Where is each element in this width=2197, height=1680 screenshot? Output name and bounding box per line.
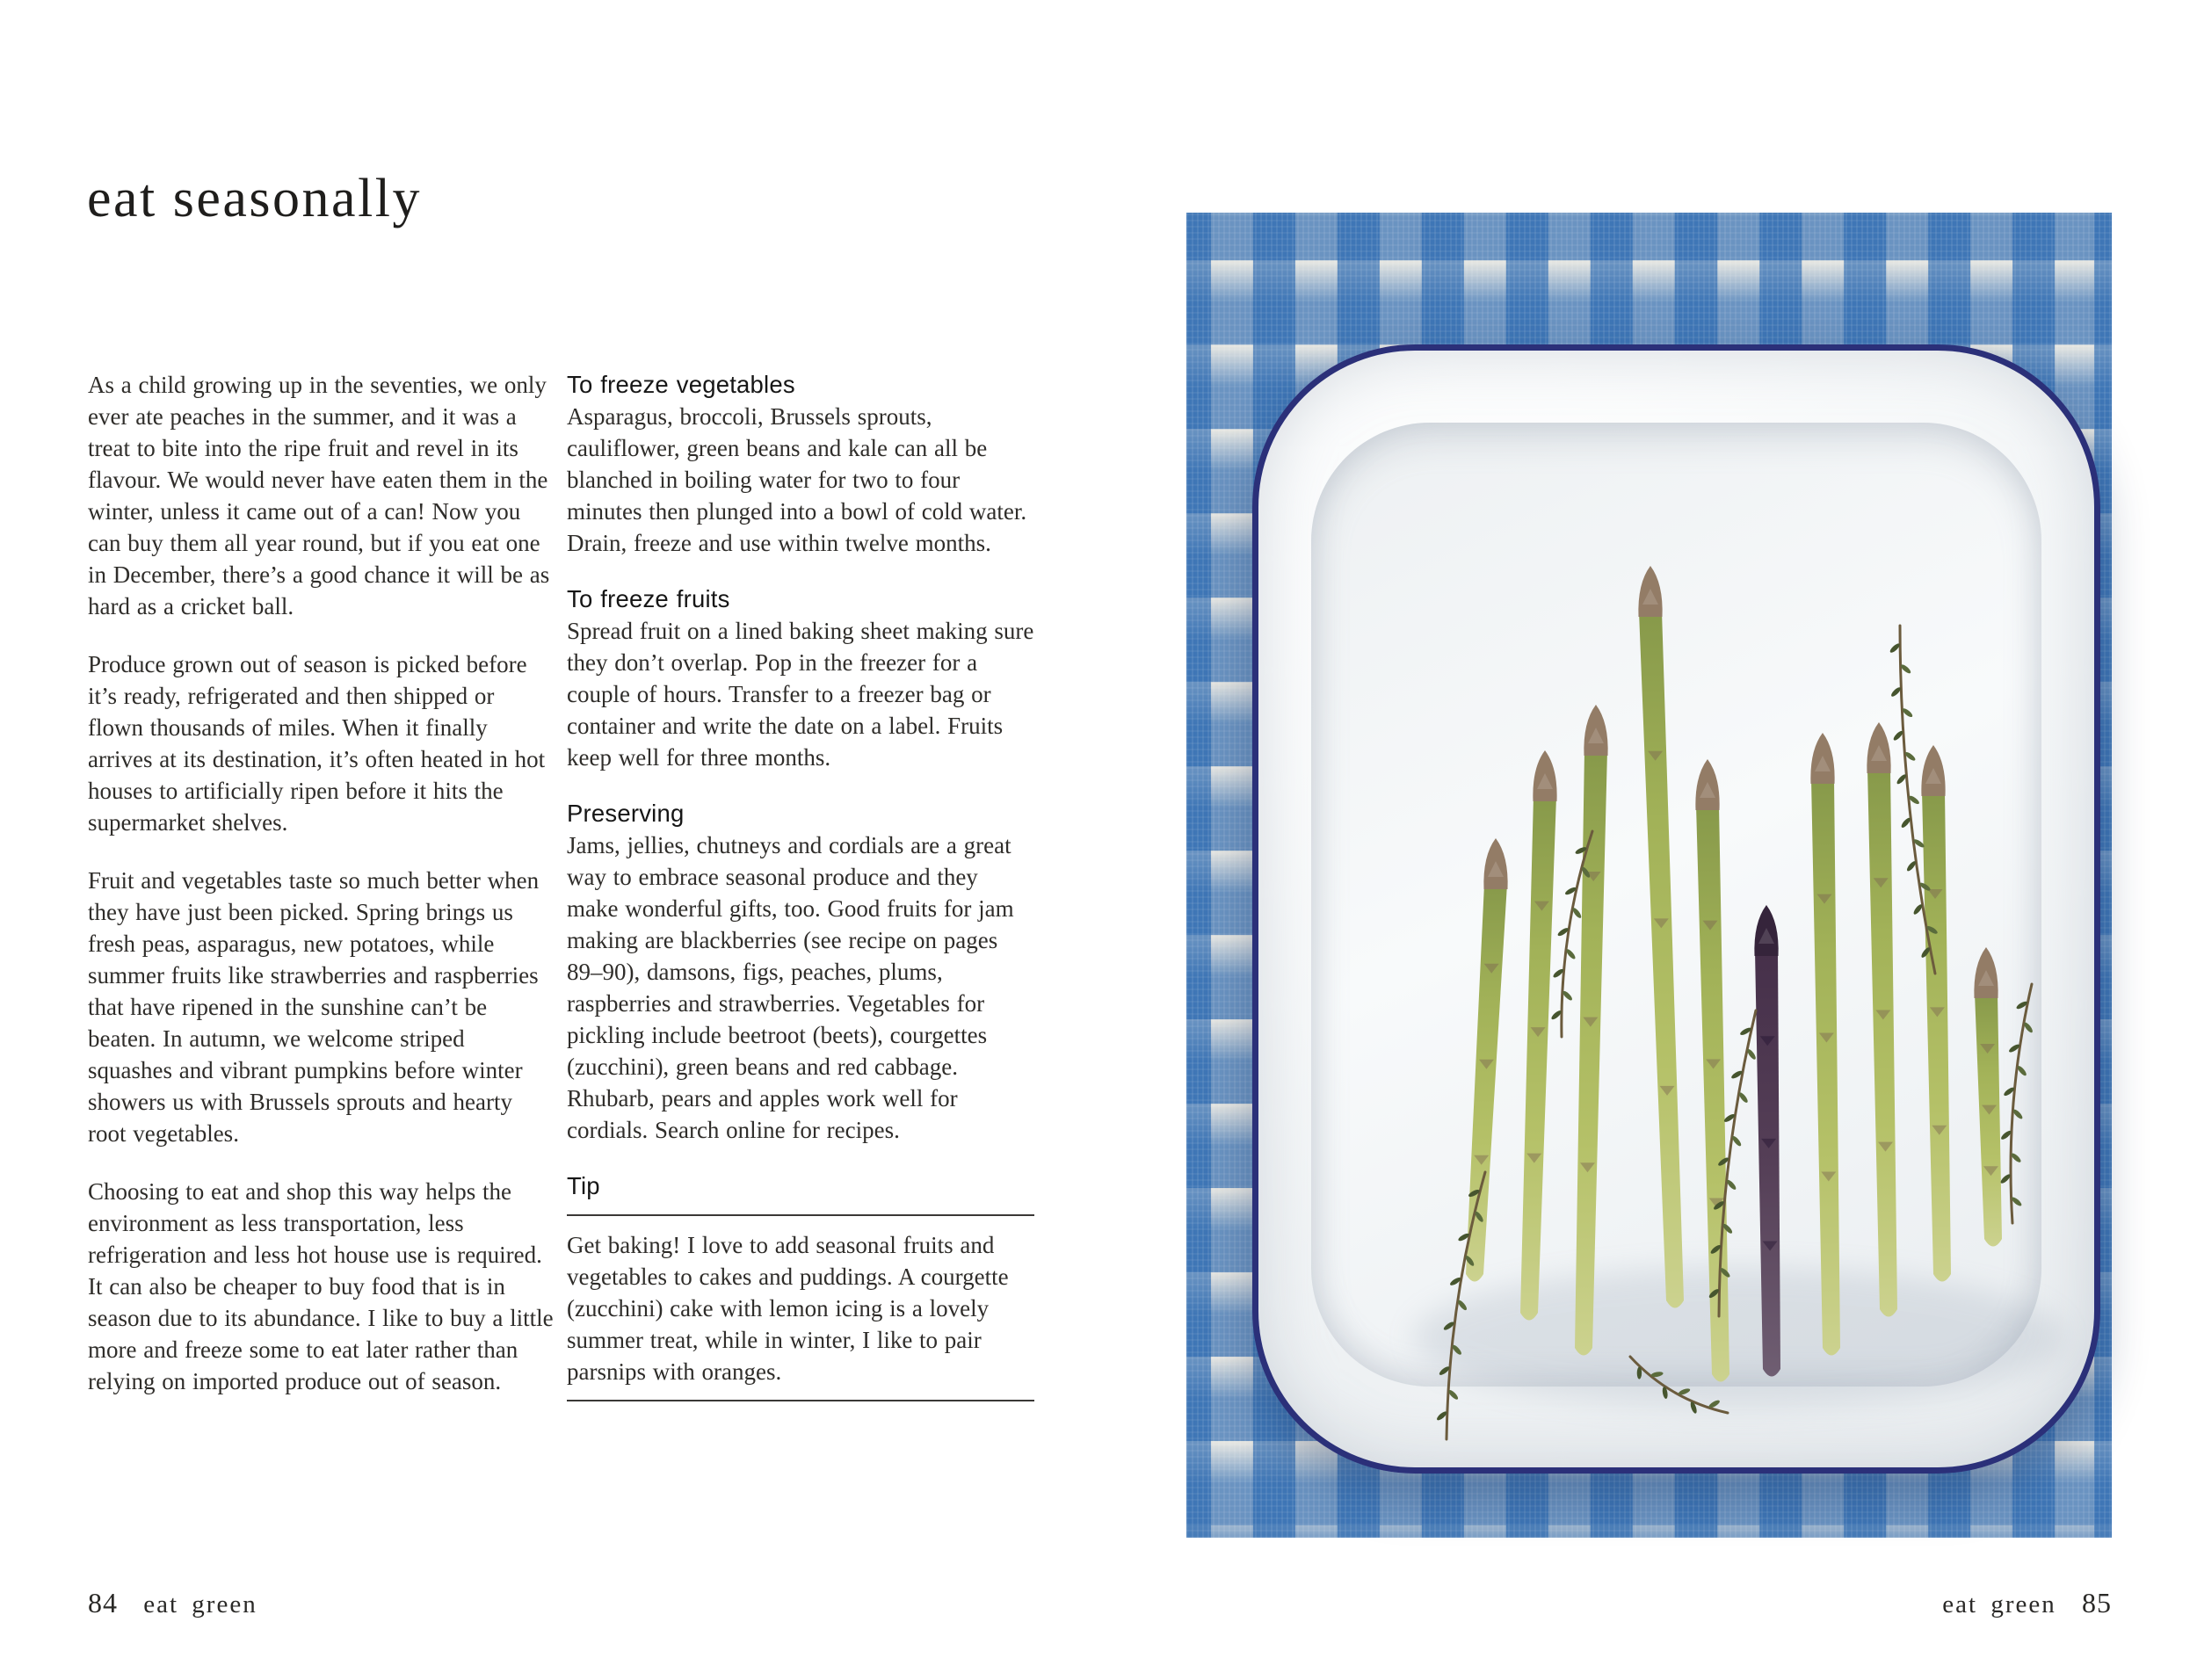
section-freeze-vegetables xyxy=(567,369,1034,559)
asparagus-spear-green xyxy=(1867,722,1897,1317)
page-footer-left xyxy=(88,1587,264,1619)
howto-column xyxy=(567,369,1034,1426)
intro-paragraph: Fruit and vegetables taste so much better when they have just been picked. Spring brings us fresh peas, asparagus, new potatoes, while summer fruits like strawberries and raspberries that have ripened in the sunshine can’t be beaten. In autumn, we welcome striped squashes and vibrant pumpkins before winter showers us with Brussels sprouts and hearty root vegetables. xyxy=(88,867,540,1147)
asparagus-and-thyme xyxy=(1186,213,2112,1538)
asparagus-photo xyxy=(1186,213,2112,1538)
tip-rule-bottom xyxy=(567,1400,1034,1401)
asparagus-spear-green xyxy=(1575,705,1608,1356)
tip-rule-top xyxy=(567,1214,1034,1216)
page-number: 85 xyxy=(2082,1587,2112,1618)
asparagus-spear-green xyxy=(1974,947,2002,1247)
book-title: eat green xyxy=(1942,1590,2056,1618)
asparagus-spear-green xyxy=(1921,745,1951,1282)
tip-body: Get baking! I love to add seasonal fruits and vegetables to cakes and puddings. A courgette (zucchini) cake with lemon icing is a lovely summer treat, while in winter, I like to pair parsnips with oranges. xyxy=(567,1232,1009,1385)
intro-paragraph: Produce grown out of season is picked before it’s ready, refrigerated and then shipped or flown thousands of miles. When it finally arrives at its destination, it’s often heated in hot houses to artificially ripen before it hits the supermarket shelves. xyxy=(88,651,546,836)
page-footer-right xyxy=(1936,1587,2112,1619)
asparagus-spear-green xyxy=(1520,750,1557,1321)
intro-column xyxy=(88,369,555,1397)
asparagus-spear-green xyxy=(1638,566,1684,1308)
section-heading: To freeze fruits xyxy=(567,585,730,612)
book-title: eat green xyxy=(143,1590,257,1618)
intro-paragraph: Choosing to eat and shop this way helps the environment as less transportation, less refrigeration and less hot house use is required. It can also be cheaper to buy food that is in season due to its abundance. I like to buy a little more and freeze some to eat later rather than relying on imported produce out of season. xyxy=(88,1178,554,1394)
section-body: Spread fruit on a lined baking sheet making sure they don’t overlap. Pop in the freezer for a couple of hours. Transfer to a freezer bag or container and write the date on a label. Fruits keep well for three months. xyxy=(567,618,1034,771)
section-body: Jams, jellies, chutneys and cordials are a great way to embrace seasonal produce and they make wonderful gifts, too. Good fruits for jam making are blackberries (see recipe on pages 89–90), damsons, figs, peaches, plums, raspberries and strawberries. Vegetables for pickling include beetroot (beets), courgettes (zucchini), green beans and red cabbage. Rhubarb, pears and apples work well for cordials. Search online for recipes. xyxy=(567,832,1014,1143)
thyme-sprig xyxy=(1999,984,2034,1223)
tip-box xyxy=(567,1170,1034,1401)
asparagus-spear-green xyxy=(1810,733,1840,1356)
cluster-shadow xyxy=(1413,1267,2063,1408)
section-preserving xyxy=(567,798,1034,1146)
tip-heading: Tip xyxy=(567,1172,600,1199)
intro-paragraph: As a child growing up in the seventies, we only ever ate peaches in the summer, and it was a treat to bite into the ripe fruit and revel in its flavour. We would never have eaten them in the winter, unless it came out of a can! Now you can buy them all year round, but if you eat one in December, there’s a good chance it will be as hard as a cricket ball. xyxy=(88,372,550,619)
section-heading: To freeze vegetables xyxy=(567,371,795,398)
section-heading: Preserving xyxy=(567,800,685,827)
section-freeze-fruits xyxy=(567,583,1034,773)
page-title: eat seasonally xyxy=(87,169,423,228)
section-body: Asparagus, broccoli, Brussels sprouts, cauliflower, green beans and kale can all be blanched in boiling water for two to four minutes then plunged into a bowl of cold water. Drain, freeze and use within twelve months. xyxy=(567,403,1027,556)
asparagus-spear-green xyxy=(1466,838,1508,1282)
page-number: 84 xyxy=(88,1587,118,1618)
